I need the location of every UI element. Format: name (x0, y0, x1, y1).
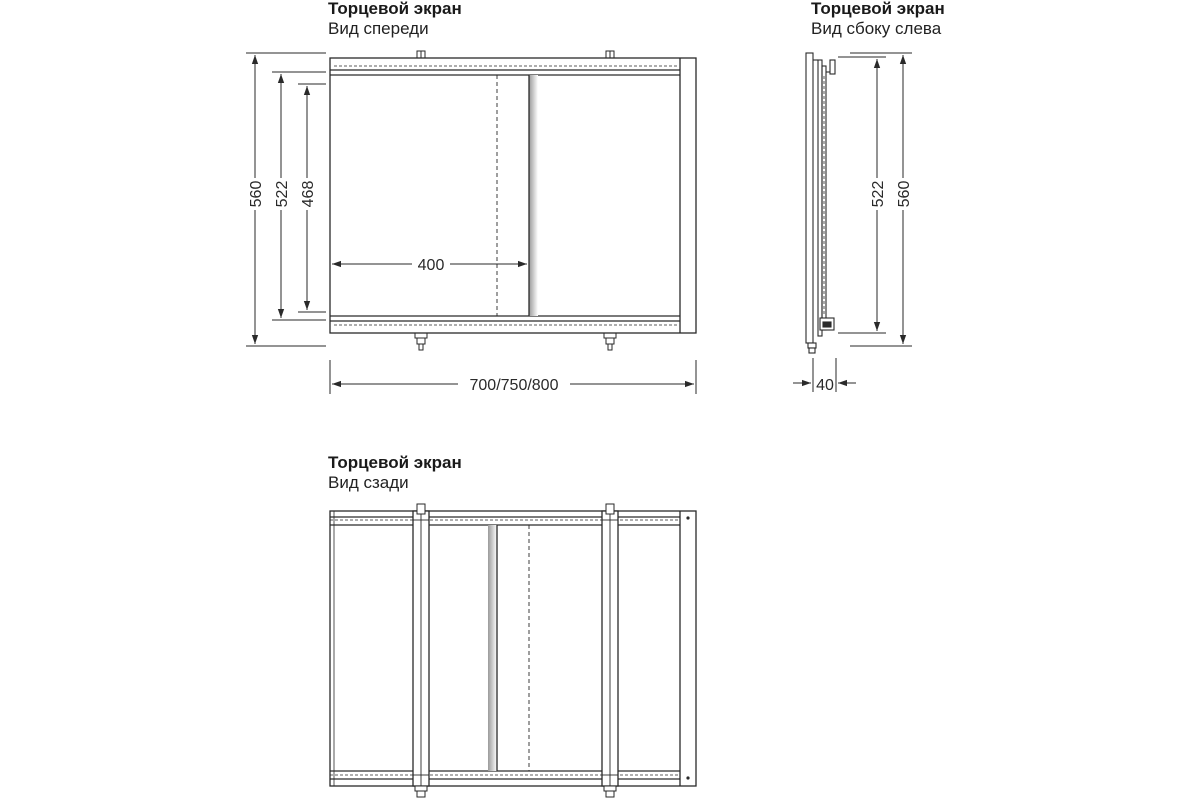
side-dim-label-40: 40 (816, 377, 834, 394)
front-view-title: Торцевой экран (328, 0, 462, 18)
side-dimension-labels (816, 178, 913, 394)
front-view (330, 51, 696, 350)
back-frame (330, 511, 696, 786)
side-view-subtitle: Вид сбоку слева (811, 19, 942, 38)
front-bottom-feet (415, 333, 616, 350)
back-view-subtitle: Вид сзади (328, 473, 409, 492)
dim-label-522: 522 (274, 180, 291, 208)
side-view-title: Торцевой экран (811, 0, 945, 18)
side-dim-label-522: 522 (870, 180, 887, 208)
back-view (330, 504, 696, 797)
side-view (806, 53, 835, 353)
dim-label-560: 560 (248, 180, 265, 208)
back-view-title: Торцевой экран (328, 453, 462, 472)
front-top-studs (417, 51, 614, 58)
dim-label-400: 400 (417, 257, 445, 274)
front-view-subtitle: Вид спереди (328, 19, 429, 38)
dim-label-468: 468 (300, 180, 317, 208)
side-dim-label-560: 560 (896, 180, 913, 208)
dim-label-width: 700/750/800 (469, 377, 559, 394)
front-frame (330, 58, 696, 333)
